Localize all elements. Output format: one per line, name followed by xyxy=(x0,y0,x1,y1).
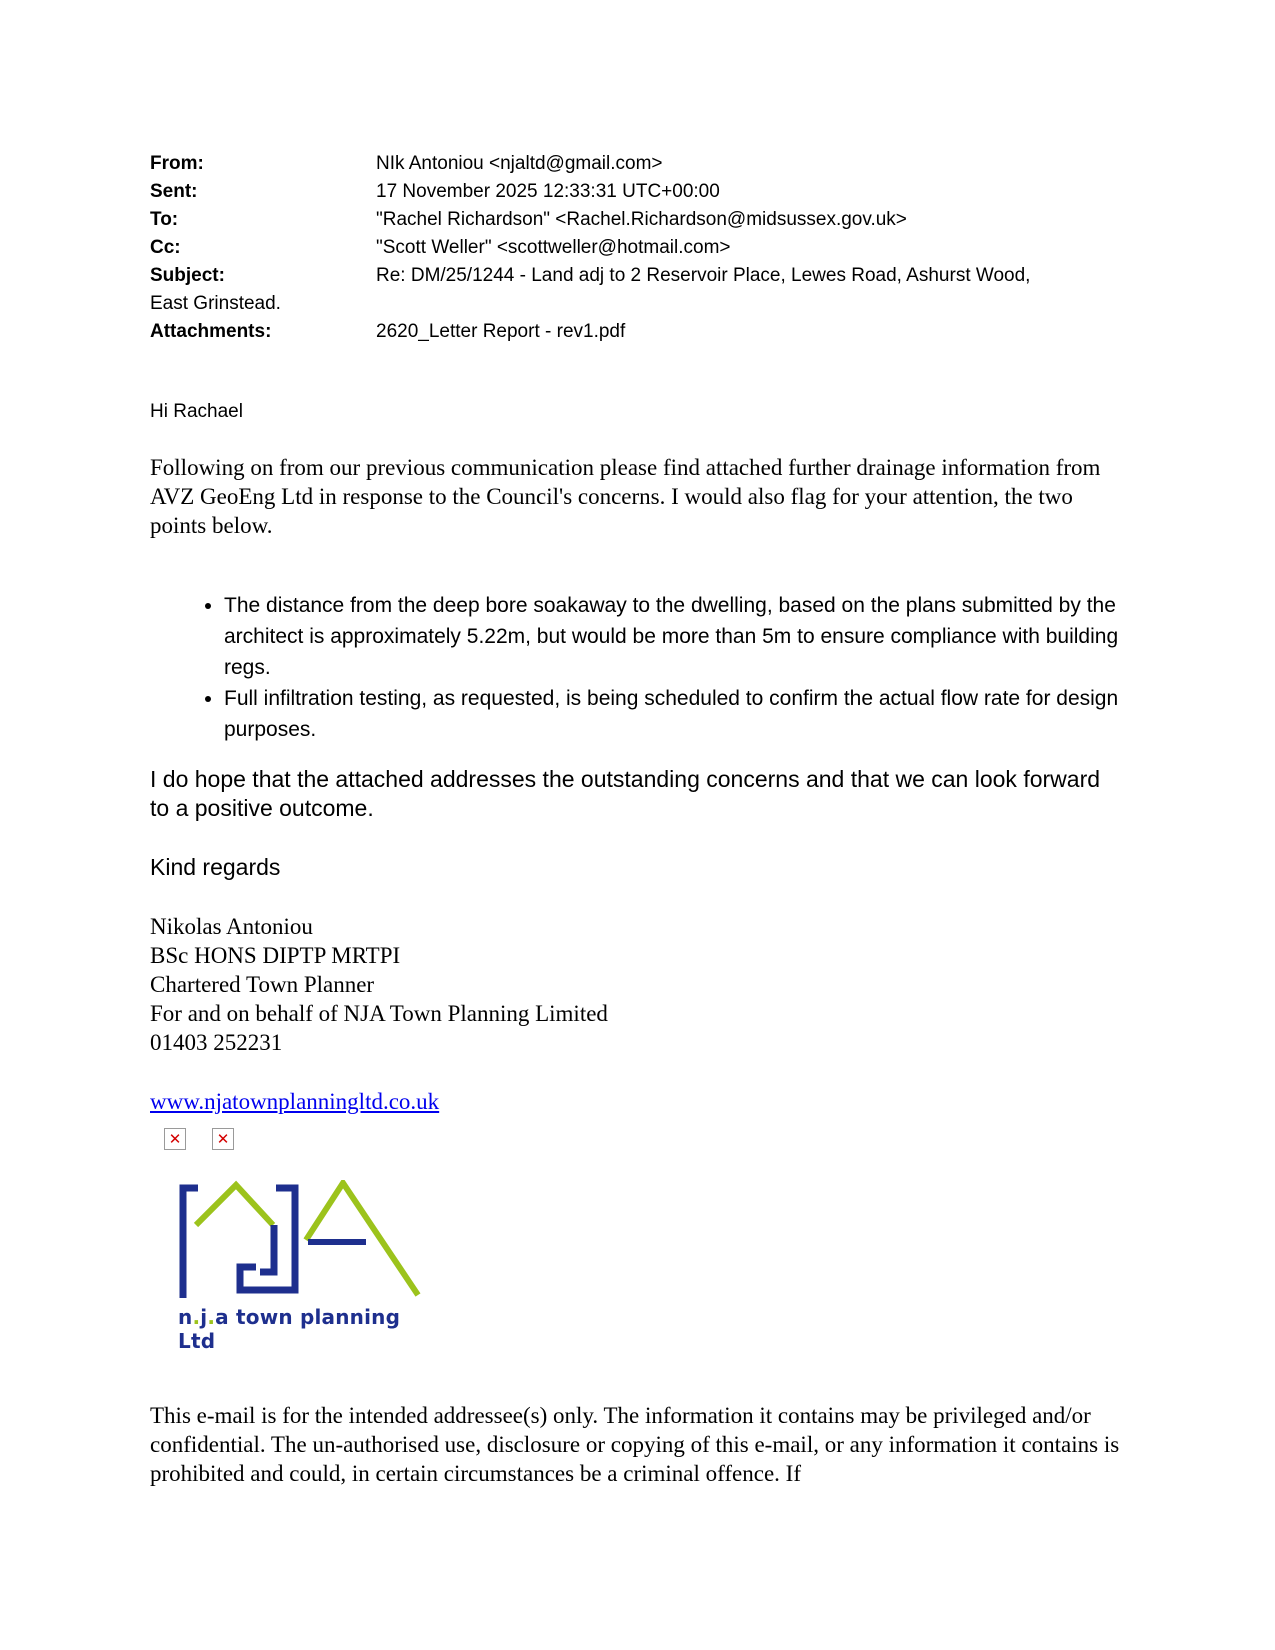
header-label: Subject: xyxy=(150,265,225,286)
image-placeholders xyxy=(164,1128,1120,1150)
logo-wordmark: n.j.a town planning Ltd xyxy=(178,1305,401,1353)
logo-n-stroke xyxy=(183,1188,198,1298)
company-logo xyxy=(178,1180,428,1353)
subject-continuation: East Grinstead. xyxy=(150,293,281,314)
attachment-filename[interactable]: 2620_Letter Report - rev1.pdf xyxy=(376,321,626,342)
header-sent xyxy=(150,178,1120,206)
email-document xyxy=(150,150,1120,1488)
body-paragraph-2: I do hope that the attached addresses the outstanding concerns and that we can look forward to a positive outcome. xyxy=(150,766,1101,821)
list-item: • Full infiltration testing, as requested, is being scheduled to confirm the actual flow rate for design purposes. xyxy=(224,683,1120,745)
header-label: Cc: xyxy=(150,237,181,258)
header-value: Re: DM/25/1244 - Land adj to 2 Reservoir Place, Lewes Road, Ashurst Wood, xyxy=(376,265,1031,286)
closing: Kind regards xyxy=(150,854,281,880)
bullet-list xyxy=(150,590,1120,745)
signature-role: Chartered Town Planner xyxy=(150,972,375,997)
signature-company: For and on behalf of NJA Town Planning Limited xyxy=(150,1001,608,1026)
header-to xyxy=(150,206,1120,234)
header-subject xyxy=(150,262,1120,290)
list-item: • The distance from the deep bore soakaway to the dwelling, based on the plans submitted by the architect is approximately 5.22m, but would be more than 5m to ensure compliance with building regs. xyxy=(224,590,1120,683)
header-value: NIk Antoniou <njaltd@gmail.com> xyxy=(376,153,663,174)
header-label: Sent: xyxy=(150,181,198,202)
greeting: Hi Rachael xyxy=(150,401,243,422)
body-paragraph-1: Following on from our previous communication please find attached further drainage information from AVZ GeoEng Ltd in response to the Council's concerns. I would also flag for your attention, the two points below. xyxy=(150,455,1101,538)
website-link[interactable]: www.njatownplanningltd.co.uk xyxy=(150,1089,440,1114)
header-value: "Rachel Richardson" <Rachel.Richardson@midsussex.gov.uk> xyxy=(376,209,907,230)
disclaimer: This e-mail is for the intended addressee(s) only. The information it contains may be privileged and/or confidential. The un-authorised use, disclosure or copying of this e-mail, or any information it contains is prohibited and could, in certain circumstances be a criminal offence. If xyxy=(150,1403,1120,1486)
header-from xyxy=(150,150,1120,178)
header-cc xyxy=(150,234,1120,262)
nja-logo-icon xyxy=(178,1180,423,1305)
signature-block xyxy=(150,912,1120,1057)
logo-j-inner xyxy=(260,1225,274,1272)
logo-roof-left xyxy=(196,1185,273,1225)
header-label: To: xyxy=(150,209,179,230)
header-value: 17 November 2025 12:33:31 UTC+00:00 xyxy=(376,181,720,202)
signature-phone: 01403 252231 xyxy=(150,1030,283,1055)
header-attachments xyxy=(150,318,1120,346)
signature-name: Nikolas Antoniou xyxy=(150,914,313,939)
signature-qualifications: BSc HONS DIPTP MRTPI xyxy=(150,943,401,968)
header-value: "Scott Weller" <scottweller@hotmail.com> xyxy=(376,237,731,258)
header-label: From: xyxy=(150,153,204,174)
broken-image-icon: ✕ xyxy=(212,1128,234,1150)
email-headers xyxy=(150,150,1120,346)
broken-image-icon: ✕ xyxy=(164,1128,186,1150)
header-label: Attachments: xyxy=(150,321,272,342)
